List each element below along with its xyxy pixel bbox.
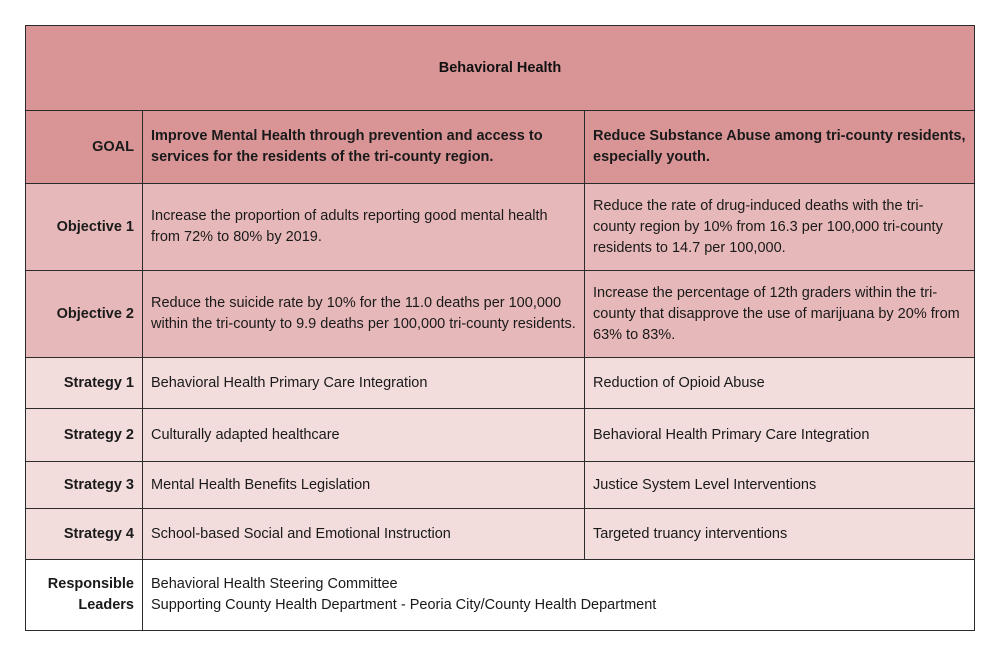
strategy-2-label: Strategy 2	[26, 409, 143, 462]
strategy-3-mental-health: Mental Health Benefits Legislation	[143, 462, 585, 509]
strategy-3-substance-abuse: Justice System Level Interventions	[585, 462, 975, 509]
objective-2-row	[26, 271, 975, 358]
responsible-leaders-value	[143, 560, 975, 631]
objective-1-row	[26, 184, 975, 271]
objective-2-label: Objective 2	[26, 271, 143, 358]
strategy-2-substance-abuse: Behavioral Health Primary Care Integration	[585, 409, 975, 462]
goal-label: GOAL	[26, 111, 143, 184]
strategy-2-mental-health: Culturally adapted healthcare	[143, 409, 585, 462]
responsible-label-line2: Leaders	[78, 597, 134, 613]
strategy-1-mental-health: Behavioral Health Primary Care Integration	[143, 358, 585, 409]
responsible-leaders-row	[26, 560, 975, 631]
strategy-4-mental-health: School-based Social and Emotional Instruction	[143, 509, 585, 560]
strategy-3-label: Strategy 3	[26, 462, 143, 509]
strategy-4-label: Strategy 4	[26, 509, 143, 560]
strategy-3-row	[26, 462, 975, 509]
goal-row	[26, 111, 975, 184]
title-row	[26, 26, 975, 111]
responsible-label-line1: Responsible	[47, 576, 134, 592]
strategy-1-row	[26, 358, 975, 409]
objective-1-mental-health: Increase the proportion of adults reporting good mental health from 72% to 80% by 2019.	[143, 184, 585, 271]
responsible-leaders-label	[26, 560, 143, 631]
strategy-1-label: Strategy 1	[26, 358, 143, 409]
objective-2-substance-abuse: Increase the percentage of 12th graders within the tri-county that disapprove the use of marijuana by 20% from 63% to 83%.	[585, 271, 975, 358]
strategy-4-substance-abuse: Targeted truancy interventions	[585, 509, 975, 560]
responsible-leader-2: Supporting County Health Department - Peoria City/County Health Department	[151, 597, 657, 613]
objective-1-substance-abuse: Reduce the rate of drug-induced deaths with the tri-county region by 10% from 16.3 per 100,000 tri-county residents to 14.7 per 100,000.	[585, 184, 975, 271]
behavioral-health-table	[25, 25, 975, 631]
table-title: Behavioral Health	[26, 26, 975, 111]
strategy-1-substance-abuse: Reduction of Opioid Abuse	[585, 358, 975, 409]
objective-1-label: Objective 1	[26, 184, 143, 271]
goal-substance-abuse: Reduce Substance Abuse among tri-county residents, especially youth.	[585, 111, 975, 184]
goal-mental-health: Improve Mental Health through prevention and access to services for the residents of the tri-county region.	[143, 111, 585, 184]
responsible-leader-1: Behavioral Health Steering Committee	[151, 576, 398, 592]
strategy-2-row	[26, 409, 975, 462]
strategy-4-row	[26, 509, 975, 560]
objective-2-mental-health: Reduce the suicide rate by 10% for the 11.0 deaths per 100,000 within the tri-county to 9.9 deaths per 100,000 tri-county residents.	[143, 271, 585, 358]
